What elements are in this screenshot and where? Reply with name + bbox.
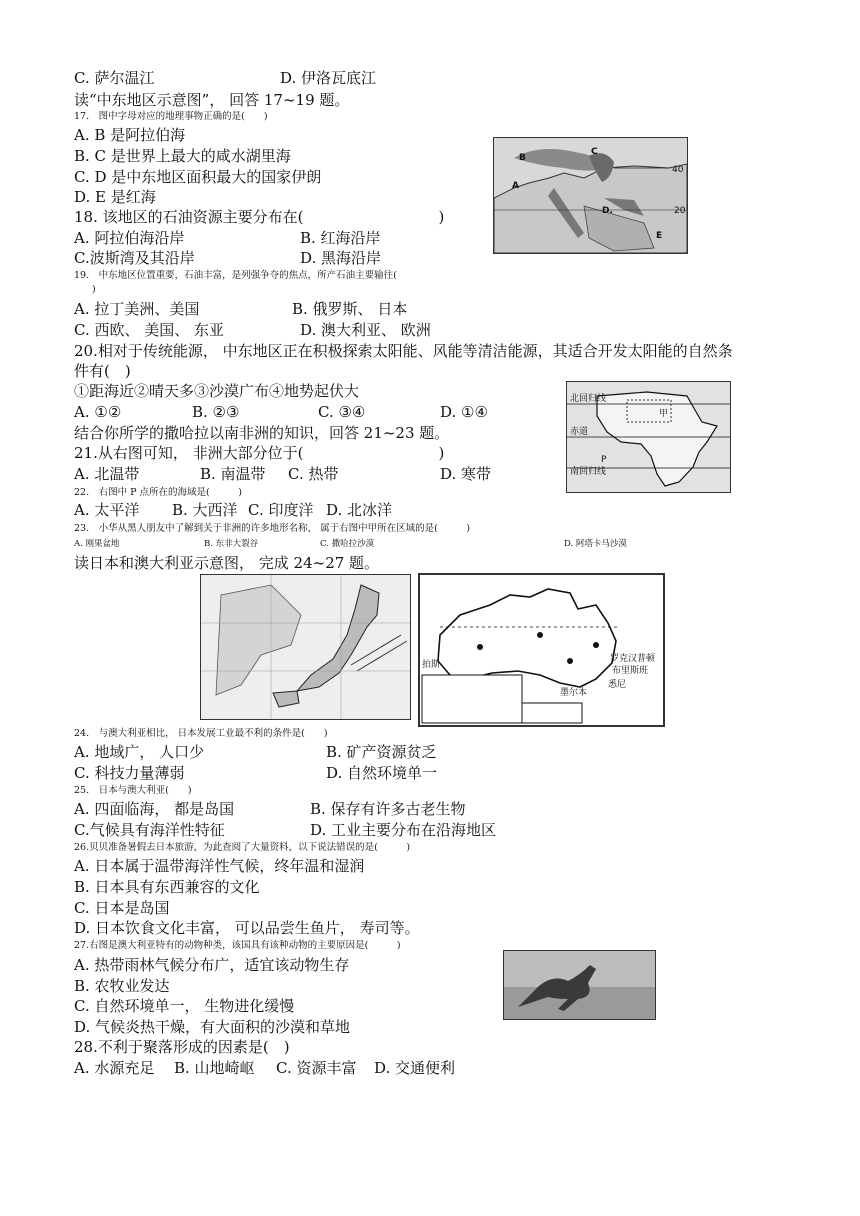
- q25-option-a: A. 四面临海， 都是岛国: [74, 800, 235, 818]
- q19-option-b: B. 俄罗斯、 日本: [292, 300, 408, 318]
- q20-stem: 20.相对于传统能源， 中东地区正在积极探索太阳能、风能等清洁能源，其适合开发太阳能的自然条: [74, 342, 733, 360]
- q20-option-a: A. ①②: [74, 403, 122, 421]
- q21-option-d: D. 寒带: [440, 465, 492, 483]
- q18-option-a: A. 阿拉伯海沿岸: [74, 229, 185, 247]
- q27-option-b: B. 农牧业发达: [74, 977, 170, 995]
- q28-option-a: A. 水源充足: [74, 1059, 155, 1077]
- section-intro-africa: 结合你所学的撒哈拉以南非洲的知识，回答 21~23 题。: [74, 424, 450, 442]
- aus-label-rockhampton: 罗克汉普顿: [610, 654, 656, 664]
- section-intro-middle-east: 读“中东地区示意图”， 回答 17~19 题。: [74, 91, 350, 109]
- q17-option-a: A. B 是阿拉伯海: [74, 126, 186, 144]
- me-label-20: 20: [674, 206, 686, 216]
- q18-stem: 18. 该地区的石油资源主要分布在( ): [74, 208, 445, 226]
- q27-option-d: D. 气候炎热干燥，有大面积的沙漠和草地: [74, 1018, 351, 1036]
- middle-east-map: [493, 137, 688, 254]
- me-label-b: B: [519, 153, 526, 163]
- q27-option-a: A. 热带雨林气候分布广，适宜该动物生存: [74, 956, 350, 974]
- q17-stem: 17. 图中字母对应的地理事物正确的是( ): [74, 111, 268, 122]
- q22-stem: 22. 右图中 P 点所在的海域是( ): [74, 487, 242, 498]
- q26-option-d: D. 日本饮食文化丰富， 可以品尝生鱼片， 寿司等。: [74, 919, 420, 937]
- q25-stem: 25. 日本与澳大利亚( ): [74, 785, 192, 796]
- q23-option-b: B. 东非大裂谷: [204, 539, 259, 549]
- me-label-e: E: [656, 231, 663, 241]
- q27-stem: 27.右图是澳大利亚特有的动物种类，该国具有该种动物的主要原因是( ): [74, 940, 401, 951]
- q23-option-a: A. 刚果盆地: [74, 539, 120, 549]
- q23-stem: 23. 小华从黑人朋友中了解到关于非洲的许多地形名称， 属于右图中甲所在区域的是( ): [74, 523, 471, 534]
- q24-stem: 24. 与澳大利亚相比， 日本发展工业最不利的条件是( ): [74, 728, 328, 739]
- me-label-d: D.: [602, 206, 613, 216]
- me-label-a: A: [512, 181, 519, 191]
- q28-option-d: D. 交通便利: [374, 1059, 456, 1077]
- q17-option-d: D. E 是红海: [74, 188, 156, 206]
- q24-option-d: D. 自然环境单一: [326, 764, 438, 782]
- q22-option-b: B. 大西洋: [172, 501, 238, 519]
- q19-stem: 19. 中东地区位置重要，石油丰富，是列强争夺的焦点，所产石油主要输往(: [74, 270, 397, 281]
- australia-map: [418, 573, 665, 727]
- q24-option-b: B. 矿产资源贫乏: [326, 743, 437, 761]
- q26-stem: 26.贝贝准备暑假去日本旅游，为此查阅了大量资料，以下说法错误的是( ): [74, 842, 411, 853]
- q19-stem-bracket: ): [92, 284, 96, 295]
- q16-option-c: C. 萨尔温江: [74, 69, 155, 87]
- q20-conditions: ①距海近②晴天多③沙漠广布④地势起伏大: [74, 382, 360, 400]
- q20-option-d: D. ①④: [440, 403, 488, 421]
- q20-stem-cont: 件有( ): [74, 362, 131, 380]
- q17-option-b: B. C 是世界上最大的咸水湖里海: [74, 147, 291, 165]
- africa-label-tropic-s: 南回归线: [570, 467, 607, 477]
- q28-stem: 28.不利于聚落形成的因素是( ): [74, 1038, 290, 1056]
- q18-option-b: B. 红海沿岸: [300, 229, 381, 247]
- africa-label-equator: 赤道: [570, 427, 589, 437]
- q18-option-c: C.波斯湾及其沿岸: [74, 249, 195, 267]
- q19-option-d: D. 澳大利亚、 欧洲: [300, 321, 431, 339]
- japan-map: [200, 574, 411, 720]
- q21-option-c: C. 热带: [288, 465, 339, 483]
- q21-option-a: A. 北温带: [74, 465, 140, 483]
- africa-label-tropic-n: 北回归线: [570, 394, 607, 404]
- aus-label-melbourne: 墨尔本: [560, 688, 588, 698]
- q25-option-b: B. 保存有许多古老生物: [310, 800, 466, 818]
- q19-option-a: A. 拉丁美洲、美国: [74, 300, 200, 318]
- q25-option-d: D. 工业主要分布在沿海地区: [310, 821, 497, 839]
- q26-option-a: A. 日本属于温带海洋性气候，终年温和湿润: [74, 857, 365, 875]
- q22-option-c: C. 印度洋: [248, 501, 314, 519]
- q18-option-d: D. 黑海沿岸: [300, 249, 382, 267]
- africa-label-p: P: [601, 455, 607, 465]
- q28-option-c: C. 资源丰富: [276, 1059, 357, 1077]
- q28-option-b: B. 山地崎岖: [174, 1059, 255, 1077]
- me-label-c: C: [591, 147, 598, 157]
- q22-option-a: A. 太平洋: [74, 501, 140, 519]
- q19-option-c: C. 西欧、 美国、 东亚: [74, 321, 225, 339]
- q27-option-c: C. 自然环境单一， 生物进化缓慢: [74, 997, 295, 1015]
- q21-stem: 21.从右图可知， 非洲大部分位于( ): [74, 444, 445, 462]
- aus-label-sydney: 悉尼: [608, 680, 627, 690]
- aus-label-perth: 拍斯: [422, 660, 441, 670]
- q24-option-c: C. 科技力量薄弱: [74, 764, 185, 782]
- aus-label-brisbane: 布里斯班: [612, 666, 649, 676]
- kangaroo-photo: [503, 950, 656, 1020]
- q24-option-a: A. 地域广， 人口少: [74, 743, 205, 761]
- q22-option-d: D. 北冰洋: [326, 501, 393, 519]
- q21-option-b: B. 南温带: [200, 465, 266, 483]
- q16-option-d: D. 伊洛瓦底江: [280, 69, 377, 87]
- q26-option-b: B. 日本具有东西兼容的文化: [74, 878, 260, 896]
- africa-map: [566, 381, 731, 493]
- q20-option-c: C. ③④: [318, 403, 366, 421]
- q25-option-c: C.气候具有海洋性特征: [74, 821, 225, 839]
- q17-option-c: C. D 是中东地区面积最大的国家伊朗: [74, 168, 322, 186]
- section-intro-japan-australia: 读日本和澳大利亚示意图， 完成 24~27 题。: [74, 554, 380, 572]
- q20-option-b: B. ②③: [192, 403, 240, 421]
- africa-label-jia: 甲: [659, 409, 669, 419]
- q23-option-d: D. 阿塔卡马沙漠: [564, 539, 627, 549]
- q26-option-c: C. 日本是岛国: [74, 899, 170, 917]
- me-label-40: 40: [672, 165, 684, 175]
- q23-option-c: C. 撒哈拉沙漠: [320, 539, 375, 549]
